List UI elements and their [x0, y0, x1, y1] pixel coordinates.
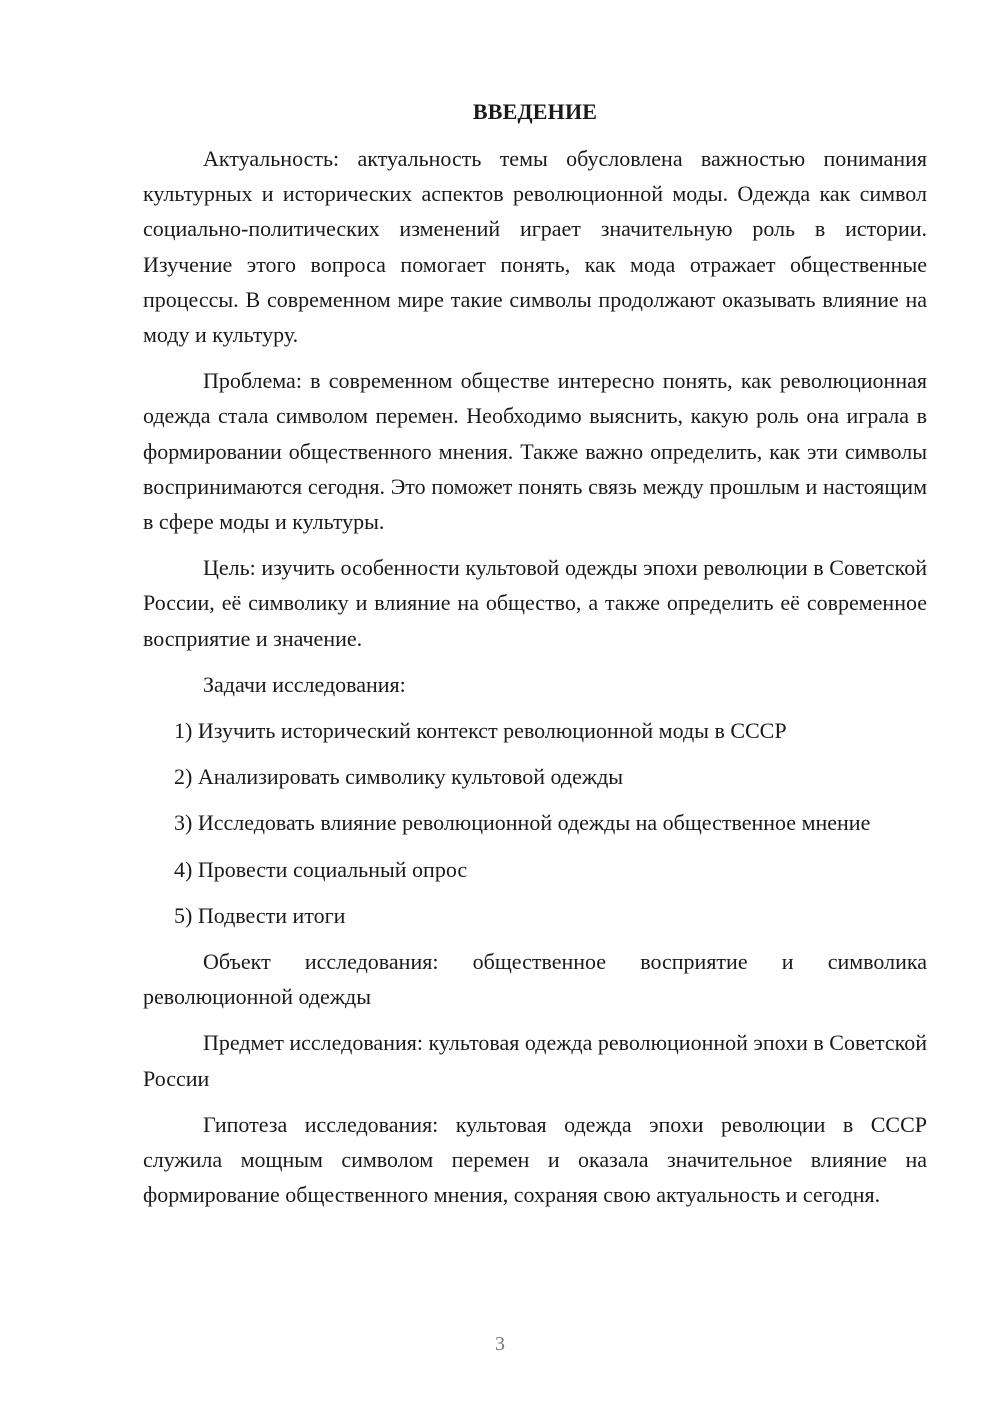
paragraph-hypothesis: Гипотеза исследования: культовая одежда эпохи революции в СССР служила мощным символом перемен и оказала значительное влияние на формирование общественного мнения, сохраняя свою актуальность и сегодня.: [143, 1111, 927, 1208]
task-item-4: 4) Провести социальный опрос: [174, 856, 468, 882]
task-item-2: 2) Анализировать символику культовой одежды: [174, 764, 624, 790]
page-number: 3: [495, 1333, 505, 1355]
paragraph-subject: Предмет исследования: культовая одежда революционной эпохи в Советской России: [143, 1030, 927, 1091]
paragraph-problem: Проблема: в современном обществе интересно понять, как революционная одежда стала символом перемен. Необходимо выяснить, какую роль она играла в формировании общественного мнения. Также важно определить, как эти символы воспринимаются сегодня. Это поможет понять связь между прошлым и настоящим в сфере моды и культуры.: [143, 368, 927, 535]
tasks-heading: Задачи исследования:: [203, 671, 406, 697]
paragraph-goal: Цель: изучить особенности культовой одежды эпохи революции в Советской России, её символику и влияние на общество, а также определить её современное восприятие и значение.: [143, 555, 927, 651]
section-title: ВВЕДЕНИЕ: [472, 99, 598, 124]
task-item-3: 3) Исследовать влияние революционной одежды на общественное мнение: [174, 810, 871, 836]
paragraph-relevance: Актуальность: актуальность темы обусловлена важностью понимания культурных и исторических аспектов революционной моды. Одежда как символ социально-политических изменений играет значительную роль в истории. Изучение этого вопроса помогает понять, как мода отражает общественные процессы. В современном мире такие символы продолжают оказывать влияние на моду и культуру.: [143, 146, 927, 348]
task-item-5: 5) Подвести итоги: [174, 902, 346, 928]
task-item-1: 1) Изучить исторический контекст революционной моды в СССР: [174, 718, 787, 744]
document-page: [143, 94, 927, 1223]
paragraph-object: Объект исследования: общественное восприятие и символика революционной одежды: [143, 949, 927, 1010]
